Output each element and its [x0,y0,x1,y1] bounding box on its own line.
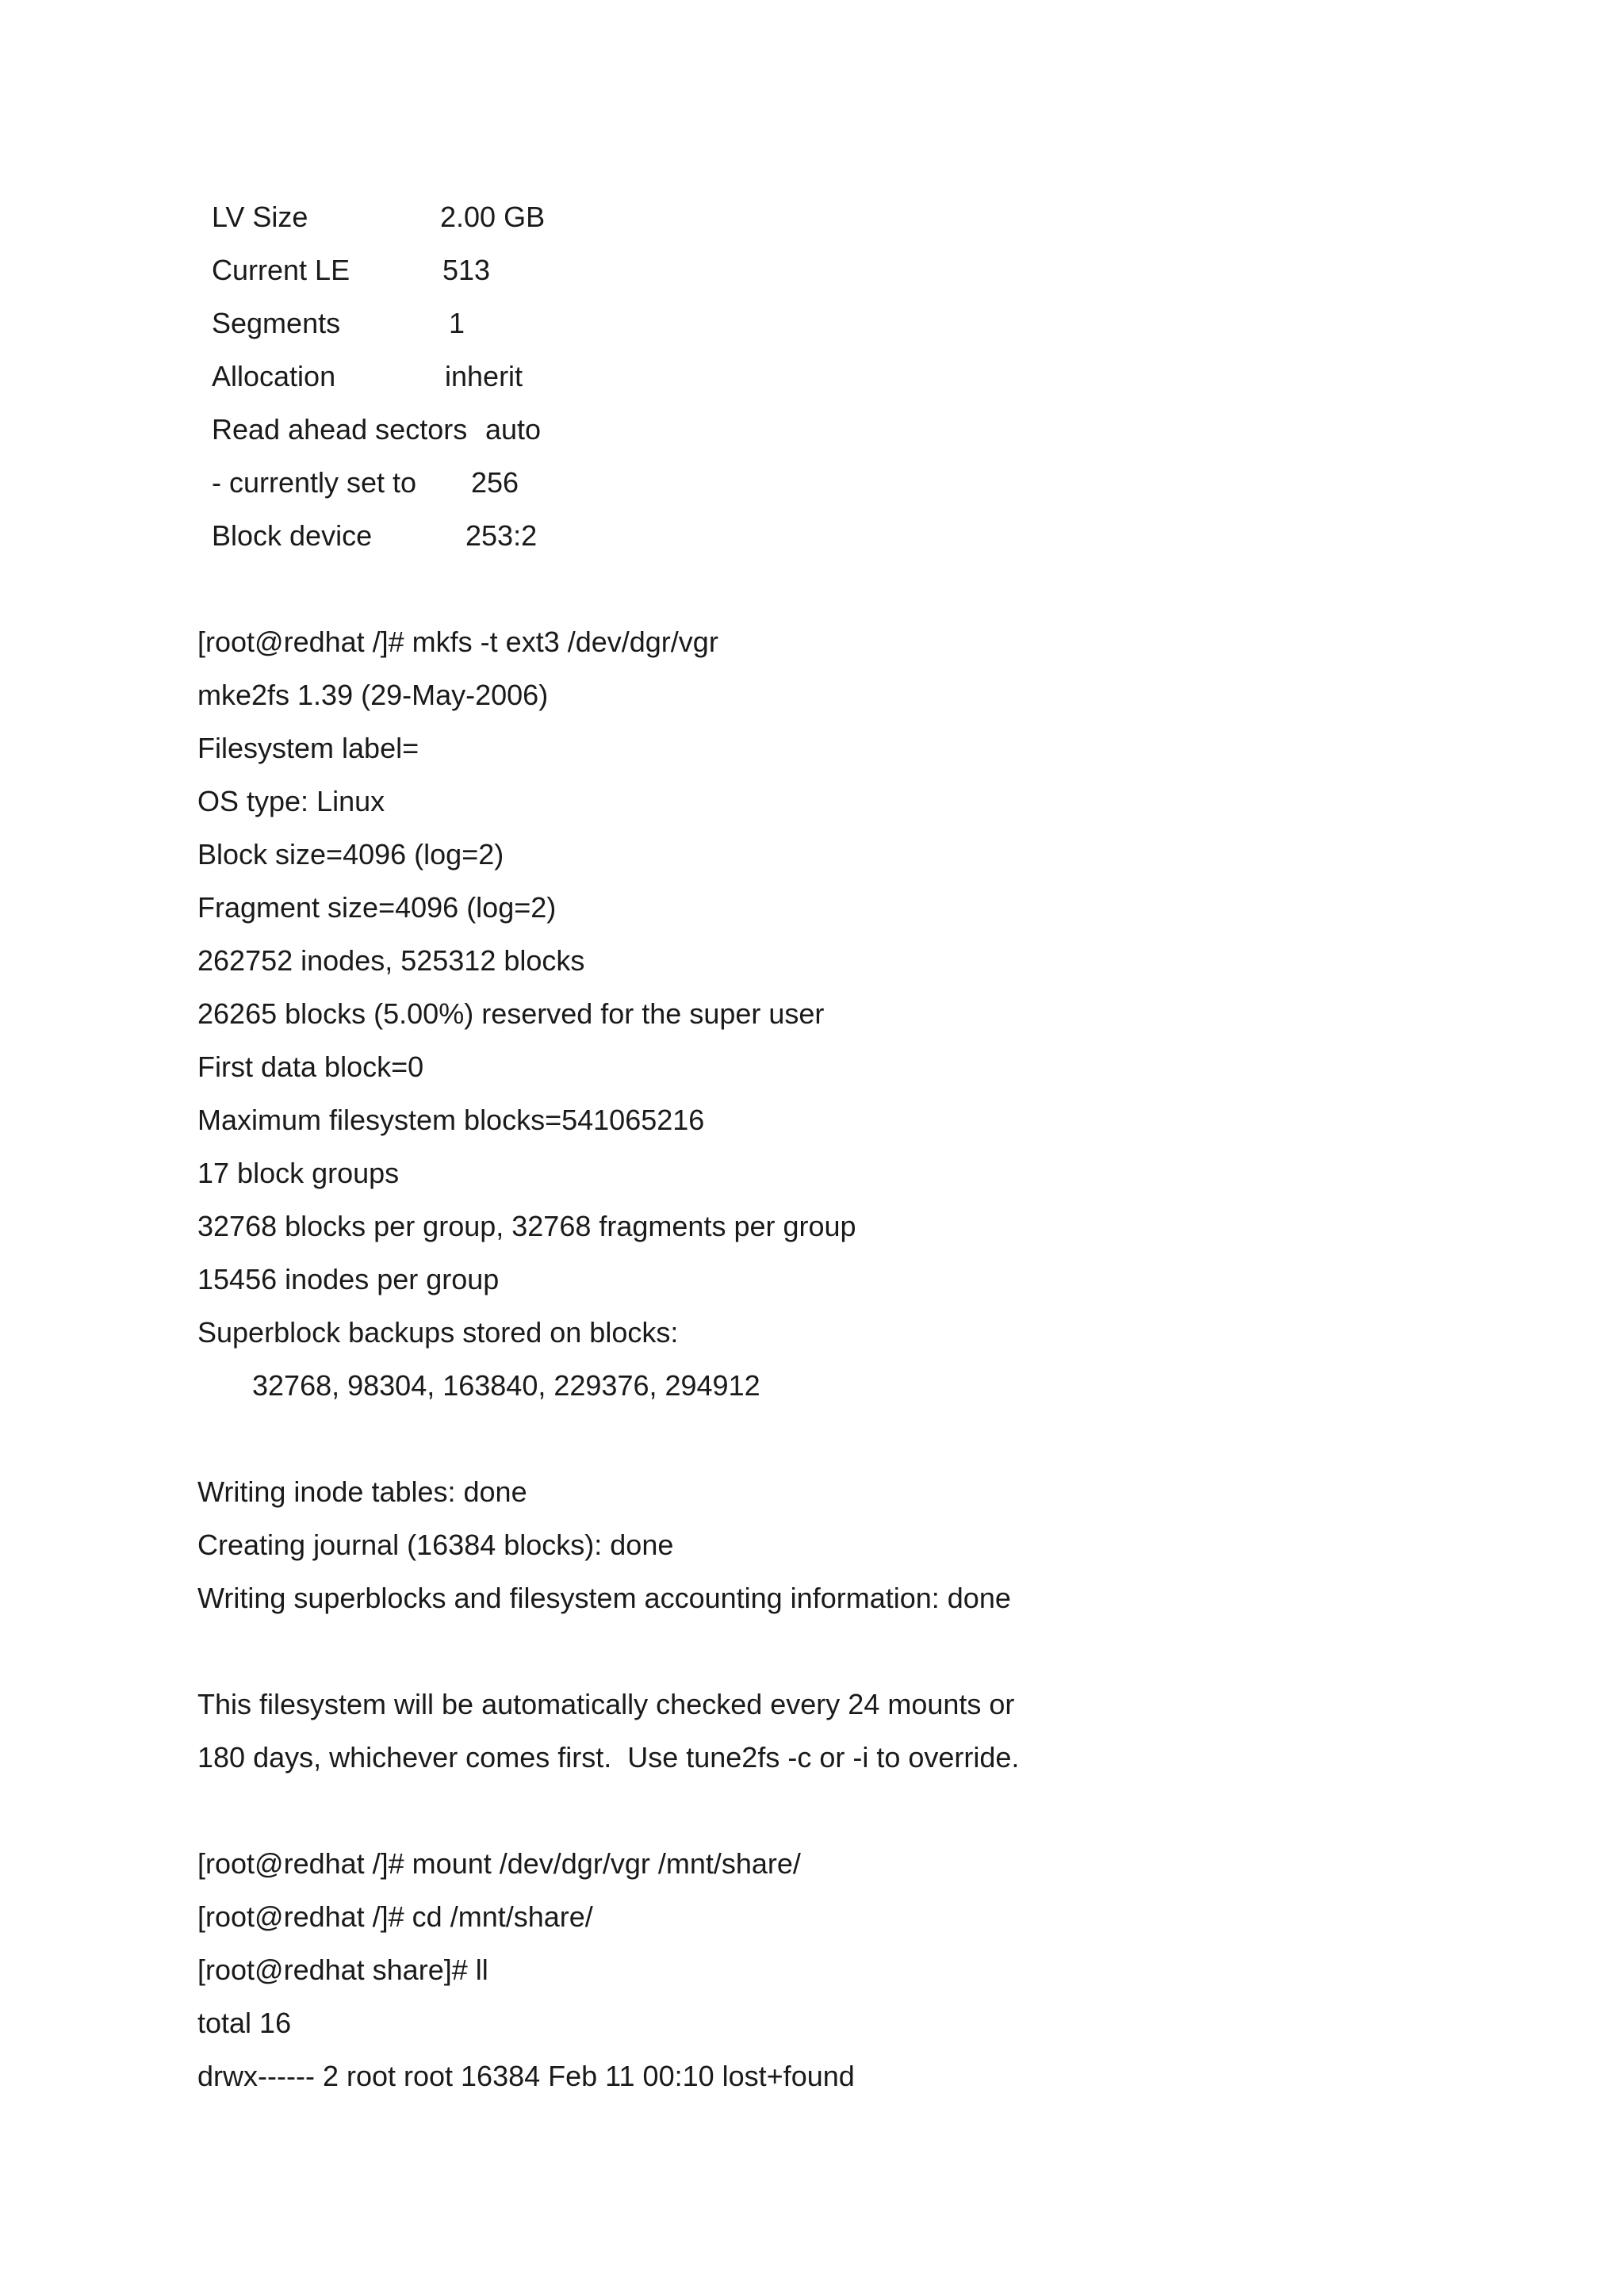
mkfs-output-line: OS type: Linux [197,785,385,817]
mkfs-output-line: Block size=4096 (log=2) [197,838,504,871]
current-le-value: 513 [442,254,491,286]
mkfs-output-line: 17 block groups [197,1157,400,1189]
ll-total-line: total 16 [197,2007,292,2039]
mkfs-output-line: mke2fs 1.39 (29-May-2006) [197,679,549,711]
block-device-key: Block device [212,519,373,552]
superblock-backup-list: 32768, 98304, 163840, 229376, 294912 [252,1369,760,1402]
mount-command-line: [root@redhat /]# mount /dev/dgr/vgr /mnt/share/ [197,1847,801,1880]
lv-size-key: LV Size [212,201,308,233]
mkfs-output-line: 15456 inodes per group [197,1263,500,1295]
lv-size-value: 2.00 GB [440,201,546,233]
notice-line: This filesystem will be automatically checked every 24 mounts or [197,1688,1015,1720]
progress-line: Creating journal (16384 blocks): done [197,1529,674,1561]
mkfs-output-line: 26265 blocks (5.00%) reserved for the super user [197,997,825,1030]
allocation-key: Allocation [212,360,336,392]
currently-set-value: 256 [471,466,519,499]
mkfs-output-line: 32768 blocks per group, 32768 fragments per group [197,1210,856,1242]
mkfs-output-line: 262752 inodes, 525312 blocks [197,944,585,977]
mkfs-output-line: Fragment size=4096 (log=2) [197,891,557,924]
allocation-value: inherit [445,360,523,392]
mkfs-output-line: Superblock backups stored on blocks: [197,1316,679,1349]
current-le-key: Current LE [212,254,350,286]
segments-key: Segments [212,307,341,339]
mkfs-output-line: First data block=0 [197,1050,424,1083]
read-ahead-key: Read ahead sectors [212,413,468,446]
progress-line: Writing superblocks and filesystem accounting information: done [197,1582,1011,1614]
ll-command-line: [root@redhat share]# ll [197,1954,488,1986]
cd-command-line: [root@redhat /]# cd /mnt/share/ [197,1900,593,1933]
block-device-value: 253:2 [465,519,538,552]
mkfs-output-line: Filesystem label= [197,732,419,764]
notice-line: 180 days, whichever comes first. Use tune2fs -c or -i to override. [197,1741,1020,1774]
mkfs-command-line: [root@redhat /]# mkfs -t ext3 /dev/dgr/vgr [197,626,718,658]
segments-value: 1 [449,307,465,339]
directory-listing-line: drwx------ 2 root root 16384 Feb 11 00:10 lost+found [197,2060,855,2092]
read-ahead-value: auto [485,413,542,446]
currently-set-key: - currently set to [212,466,417,499]
progress-line: Writing inode tables: done [197,1475,527,1508]
mkfs-output-line: Maximum filesystem blocks=541065216 [197,1104,705,1136]
